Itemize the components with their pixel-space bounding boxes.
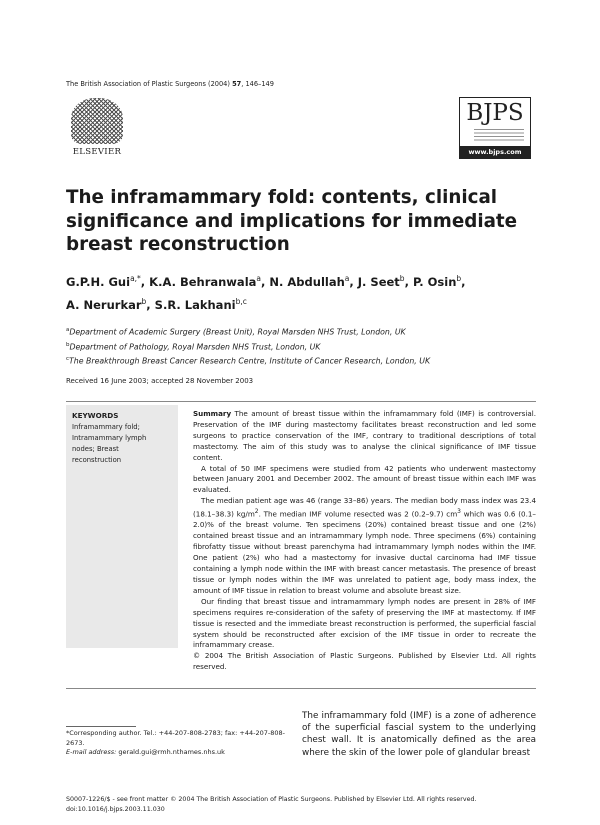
keyword: reconstruction: [72, 456, 122, 464]
journal-name: The British Association of Plastic Surgeons (2004): [66, 80, 230, 88]
received-dates: Received 16 June 2003; accepted 28 November 2003: [66, 377, 254, 385]
elsevier-tree-icon: [71, 98, 123, 144]
article-title: The inframammary fold: contents, clinical significance and implications for immediate breast reconstruction: [66, 187, 518, 255]
bjps-abbreviation: BJPS: [466, 100, 524, 126]
author-list: G.P.H. Gui$^{a,*}$, K.A. Behranwala$^a$, N. Abdullah$^a$, J. Seet$^b$, P. Osin$^b$, A. Nerurkar$^b$, S.R. Lakhani$^{b,c}$: [66, 274, 466, 312]
copyright: © 2004 The British Association of Plastic Surgeons. Published by Elsevier Ltd. All rights reserved.: [193, 651, 536, 672]
journal-pages: , 146–149: [241, 80, 274, 88]
author: N. Abdullah: [269, 274, 345, 289]
author: P. Osin: [412, 274, 457, 289]
author: A. Nerurkar: [66, 297, 142, 312]
author-sup: b: [456, 274, 462, 283]
author-sup: a,*: [130, 274, 141, 283]
corresponding-author: *Corresponding author. Tel.: +44-207-808-2783; fax: +44-207-808-2673.: [66, 729, 285, 747]
divider: [66, 401, 536, 402]
keywords-title: KEYWORDS: [72, 411, 119, 420]
issn-line: S0007-1226/$ - see front matter © 2004 The British Association of Plastic Surgeons. Published by Elsevier Ltd. All rights reserved.: [66, 796, 477, 803]
author: K.A. Behranwala: [149, 274, 257, 289]
affiliation: $^b$Department of Pathology, Royal Marsden NHS Trust, London, UK: [66, 341, 321, 352]
author-sup: a: [344, 274, 350, 283]
affiliation: $^a$Department of Academic Surgery (Breast Unit), Royal Marsden NHS Trust, London, UK: [66, 327, 406, 337]
bjps-url: www.bjps.com: [460, 146, 530, 158]
abstract-paragraph: Summary The amount of breast tissue within the inframammary fold (IMF) is controversial. Preservation of the IMF during mastectomy facilitates breast reconstruction and led some surgeons to practice conservation of the IMF, contrary to traditional descriptions of total mastectomy. The aim of this study was to analyse the clinical significance of IMF tissue content.: [193, 409, 536, 462]
bjps-logo: [459, 97, 531, 159]
affiliations: [66, 324, 536, 368]
author: G.P.H. Gui: [66, 274, 131, 289]
abstract-paragraph: Our finding that breast tissue and intramammary lymph nodes are present in 28% of IMF specimens requires re-consideration of the safety of preserving the IMF at mastectomy. If IMF tissue is resected and the immediate breast reconstruction is performed, the superficial fascial system should be reconstructed after excision of the IMF tissue in order to recreate the inframammary crease.: [193, 596, 536, 650]
abstract-label: Summary: [193, 409, 232, 418]
email-link[interactable]: gerald.gui@rmh.nthames.nhs.uk: [118, 748, 225, 756]
keyword: Inframammary fold;: [72, 423, 140, 431]
abstract: [193, 409, 536, 673]
keywords-box: [66, 405, 178, 648]
abstract-paragraph: A total of 50 IMF specimens were studied from 42 patients who underwent mastectomy between January 2001 and December 2002. The amount of breast tissue within each IMF was evaluated.: [193, 463, 536, 495]
divider: [66, 688, 536, 689]
author: J. Seet: [357, 274, 400, 289]
keyword: nodes; Breast: [72, 445, 119, 453]
journal-reference: [66, 80, 274, 88]
affiliation: $^c$The Breakthrough Breast Cancer Research Centre, Institute of Cancer Research, London, UK: [66, 356, 431, 366]
abstract-paragraph: The median patient age was 46 (range 33–86) years. The median body mass index was 23.4 (18.1–38.3) $kg/m^2$. The median IMF volume resected was 2 (0.2–9.7) $cm^3$ which was 0.6 (0.1–2.0)% of the breast volume. Ten specimens (20%) contained breast tissue and one (2%) contained breast tissue and an intramammary lymph node. Three specimens (6%) containing fibrofatty tissue without breast parenchyma had intramammary lymph nodes within the IMF. One patient (2%) who had a mastectomy for invasive ductal carcinoma had IMF tissue containing a lymph node within the IMF with breast cancer metastasis. The presence of breast tissue or lymph nodes within the IMF was unrelated to patient age, body mass index, the amount of IMF tissue in relation to breast volume and absolute breast size.: [193, 496, 536, 595]
author-sup: b,c: [235, 296, 247, 306]
author-sup: a: [256, 274, 262, 283]
bjps-subtitle-lines: [474, 129, 524, 143]
author-sup: b: [141, 296, 147, 306]
doi-link[interactable]: doi:10.1016/j.bjps.2003.11.030: [66, 806, 165, 813]
footnote: [66, 729, 291, 758]
elsevier-logo: [66, 98, 128, 160]
email-line: E-mail address: gerald.gui@rmh.nthames.nhs.uk: [66, 748, 225, 756]
author-sup: b: [399, 274, 405, 283]
author: S.R. Lakhani: [154, 297, 236, 312]
body-intro: The inframammary fold (IMF) is a zone of adherence of the superficial fascial system to the underlying chest wall. It is anatomically defined as the area where the skin of the lower pole of glandular breast: [302, 711, 536, 758]
keyword: Intramammary lymph: [72, 434, 147, 442]
issn-footer: [66, 795, 536, 815]
journal-volume: 57: [232, 80, 242, 88]
footnote-rule: [66, 726, 136, 727]
elsevier-wordmark: ELSEVIER: [72, 147, 122, 157]
